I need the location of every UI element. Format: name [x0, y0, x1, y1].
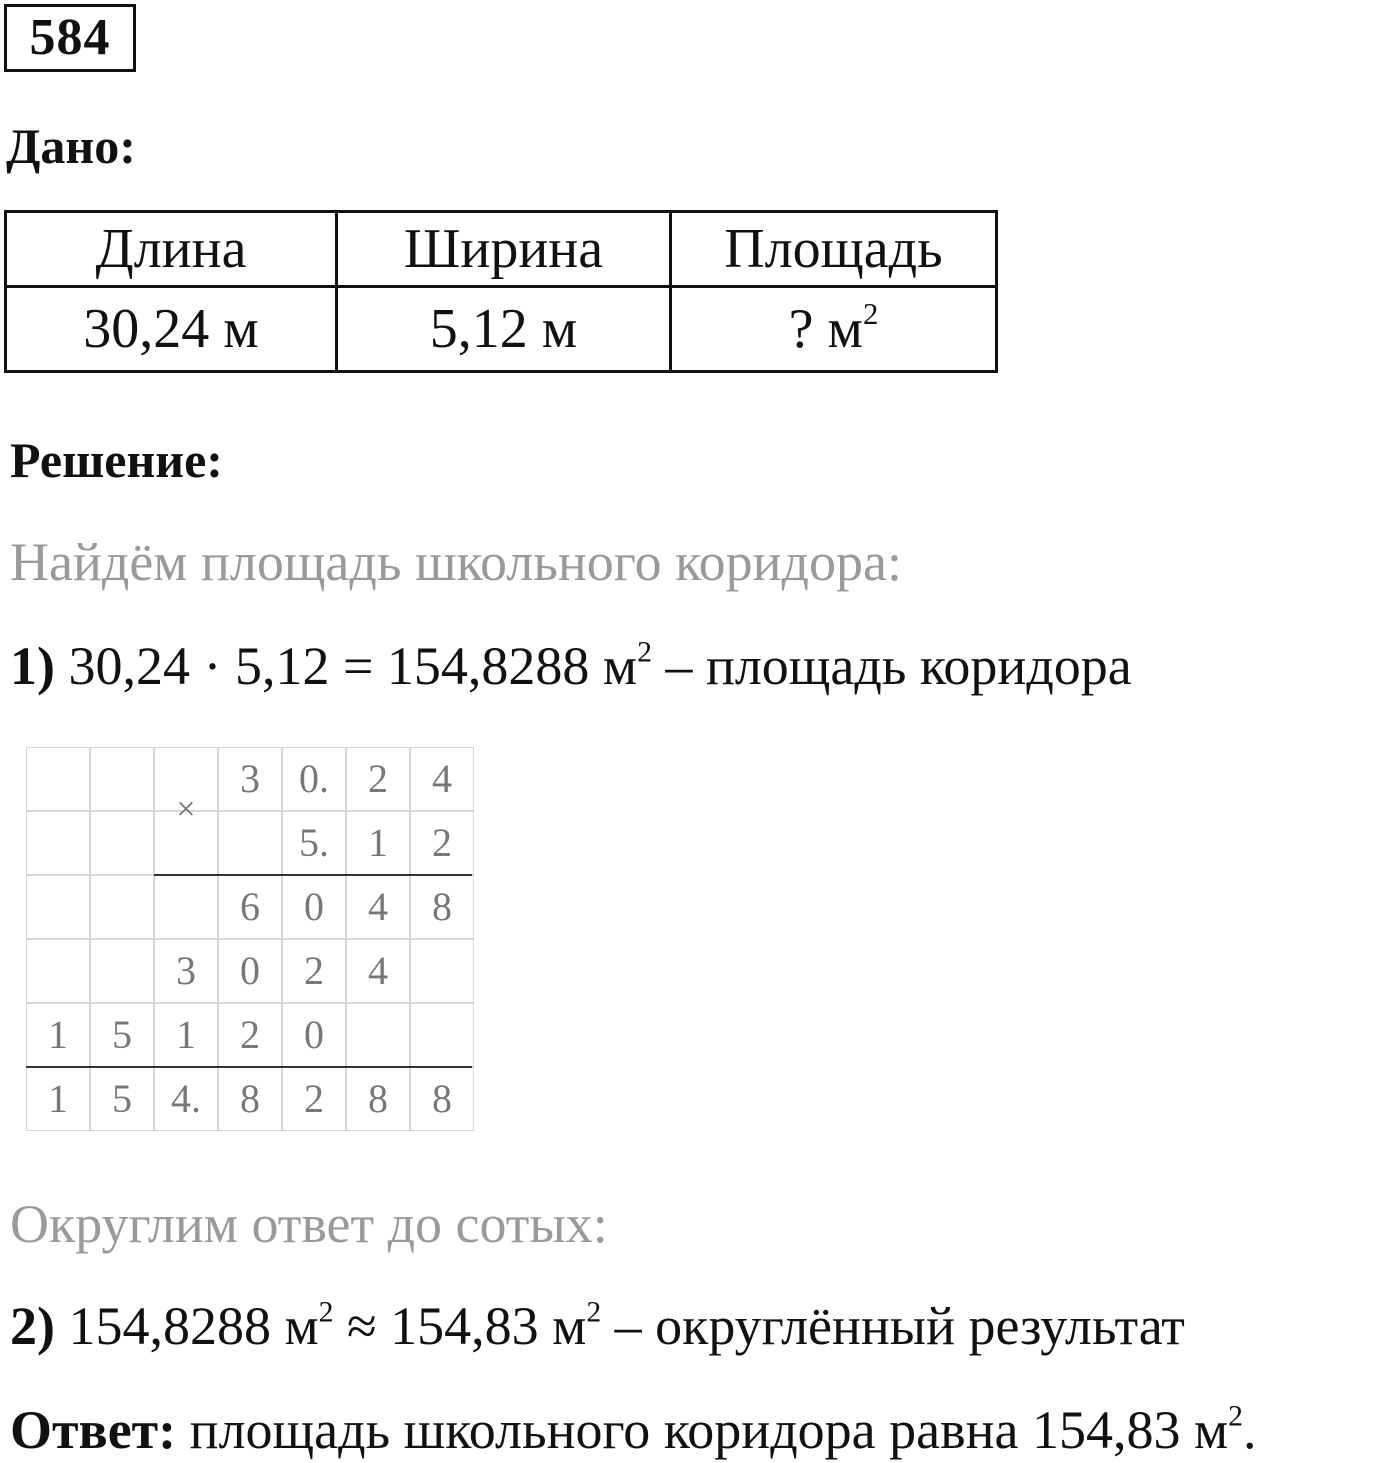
- grid-cell: [26, 747, 90, 811]
- grid-cell: 1: [26, 1003, 90, 1067]
- grid-cell: 3: [218, 747, 282, 811]
- grid-cell: 8: [346, 1067, 410, 1131]
- grid-cell: 0: [282, 1003, 346, 1067]
- grid-cell: [26, 811, 90, 875]
- grid-cell: 4: [346, 875, 410, 939]
- grid-cell: [90, 747, 154, 811]
- grid-cell: 4.: [154, 1067, 218, 1131]
- grid-cell: 8: [218, 1067, 282, 1131]
- grid-cell: 8: [410, 875, 474, 939]
- answer-text: площадь школьного коридора равна 154,83 м: [176, 1400, 1229, 1460]
- value-area-text: ? м: [788, 298, 863, 360]
- given-heading: Дано:: [6, 118, 136, 174]
- grid-cell: 6: [218, 875, 282, 939]
- step-1: [10, 634, 1132, 698]
- value-length: 30,24 м: [6, 287, 337, 372]
- grid-cell: 4: [346, 939, 410, 1003]
- answer-label: Ответ:: [10, 1400, 177, 1460]
- header-length: Длина: [6, 212, 337, 287]
- step-2-exponent-1: 2: [318, 1296, 334, 1329]
- grid-cell: 2: [346, 747, 410, 811]
- grid-cell: 2: [282, 1067, 346, 1131]
- grid-cell: 2: [218, 1003, 282, 1067]
- grid-cell: 2: [282, 939, 346, 1003]
- header-area: Площадь: [671, 212, 997, 287]
- step-1-label: 1): [10, 636, 55, 696]
- grid-cell: [26, 939, 90, 1003]
- grid-cell: 0: [282, 875, 346, 939]
- step-2-value: 154,8288 м: [68, 1296, 319, 1356]
- grid-cell: [90, 939, 154, 1003]
- product-line: [154, 874, 472, 876]
- given-table: [4, 210, 998, 373]
- grid-cell: 0.: [282, 747, 346, 811]
- header-width: Ширина: [337, 212, 671, 287]
- sum-line: [26, 1066, 472, 1068]
- grid-cell: 1: [26, 1067, 90, 1131]
- column-multiplication: [26, 747, 474, 1131]
- grid-cell: 1: [346, 811, 410, 875]
- grid-cell: [26, 875, 90, 939]
- step-2: [10, 1294, 1185, 1358]
- answer: [10, 1398, 1257, 1462]
- grid-cell: 0: [218, 939, 282, 1003]
- grid-cell: [90, 875, 154, 939]
- grid-cell: [90, 811, 154, 875]
- grid-cell: [218, 811, 282, 875]
- grid-cell: 5: [90, 1003, 154, 1067]
- step-2-exponent-2: 2: [586, 1296, 602, 1329]
- answer-end: .: [1243, 1400, 1257, 1460]
- step-2-rounded: ≈ 154,83 м: [333, 1296, 587, 1356]
- value-area: [671, 287, 997, 372]
- rounding-intro: Округлим ответ до сотых:: [10, 1194, 608, 1254]
- grid-cell: 3: [154, 939, 218, 1003]
- grid-cell: 4: [410, 747, 474, 811]
- solution-intro: Найдём площадь школьного коридора:: [10, 532, 902, 592]
- step-2-label: 2): [10, 1296, 55, 1356]
- step-1-exponent: 2: [637, 636, 652, 669]
- grid-cell: [346, 1003, 410, 1067]
- answer-exponent: 2: [1228, 1400, 1243, 1433]
- grid-cell: 5.: [282, 811, 346, 875]
- value-width: 5,12 м: [337, 287, 671, 372]
- area-exponent: 2: [862, 296, 879, 331]
- step-1-suffix: – площадь коридора: [665, 636, 1132, 696]
- multiply-sign: ×: [176, 791, 196, 828]
- solution-heading: Решение:: [10, 432, 223, 488]
- grid-cell: 5: [90, 1067, 154, 1131]
- grid-cell: 8: [410, 1067, 474, 1131]
- step-1-expression: 30,24 · 5,12 = 154,8288 м: [68, 636, 638, 696]
- grid-cell: 2: [410, 811, 474, 875]
- grid-cell: [154, 875, 218, 939]
- grid-cell: 1: [154, 1003, 218, 1067]
- grid-cell: [410, 939, 474, 1003]
- problem-number: 584: [4, 4, 136, 72]
- grid-cell: [410, 1003, 474, 1067]
- step-2-suffix: – округлённый результат: [601, 1296, 1185, 1356]
